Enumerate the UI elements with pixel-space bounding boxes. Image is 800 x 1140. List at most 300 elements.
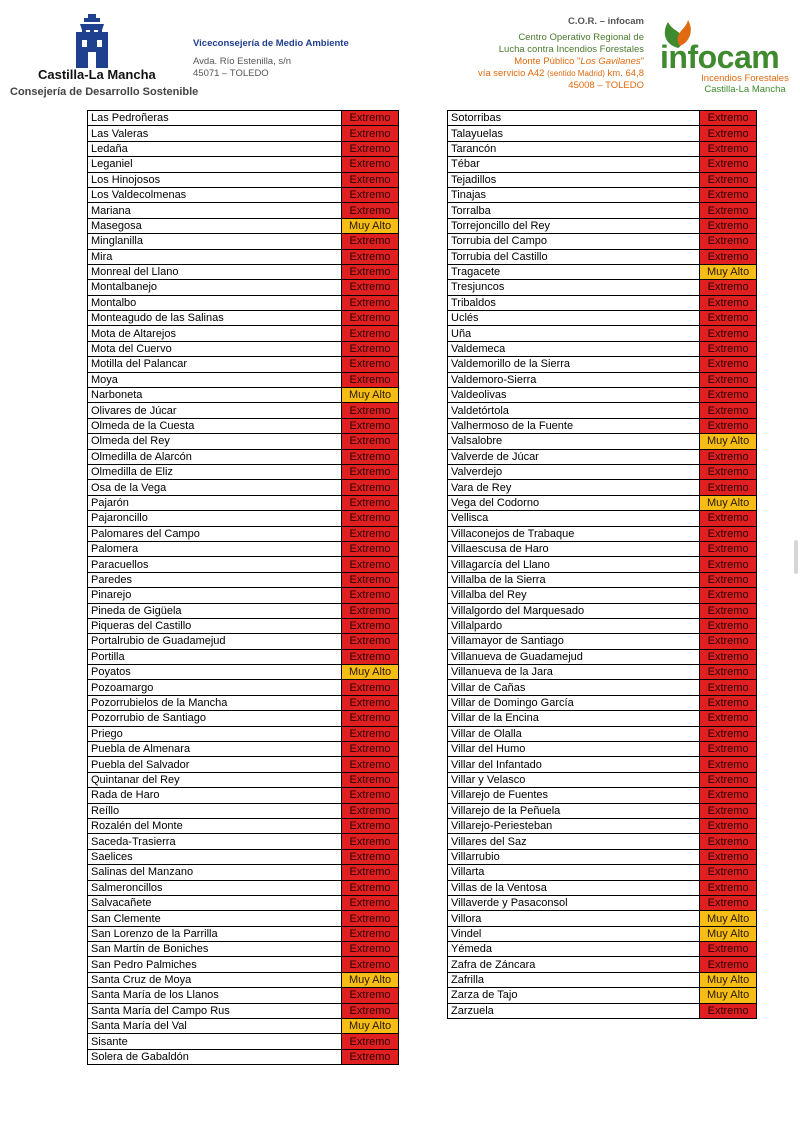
table-row: [88, 818, 399, 833]
risk-level-badge: Extremo: [342, 618, 399, 633]
risk-level-badge: Extremo: [342, 649, 399, 664]
municipality-name: Pajarón: [88, 495, 342, 510]
table-row: [448, 711, 757, 726]
municipality-name: Olmeda del Rey: [88, 434, 342, 449]
municipality-name: Villanueva de Guadamejud: [448, 649, 700, 664]
table-row: [88, 634, 399, 649]
table-row: [448, 341, 757, 356]
table-row: [448, 818, 757, 833]
table-row: [88, 326, 399, 341]
table-row: [88, 111, 399, 126]
risk-level-badge: Extremo: [342, 680, 399, 695]
table-row: [448, 788, 757, 803]
municipality-name: Tinajas: [448, 187, 700, 202]
cor-line4c: km. 64,8: [604, 68, 644, 79]
table-row: [448, 849, 757, 864]
risk-level-badge: Extremo: [700, 649, 757, 664]
risk-level-badge: Extremo: [342, 464, 399, 479]
table-row: [88, 957, 399, 972]
table-row: [448, 126, 757, 141]
municipality-name: Santa Cruz de Moya: [88, 972, 342, 987]
municipality-name: Zarzuela: [448, 1003, 700, 1018]
municipality-name: Pineda de Gigüela: [88, 603, 342, 618]
municipality-name: Mariana: [88, 203, 342, 218]
risk-level-badge: Muy Alto: [700, 911, 757, 926]
municipality-name: Vega del Codorno: [448, 495, 700, 510]
municipality-name: Villarta: [448, 865, 700, 880]
municipality-name: Villar del Infantado: [448, 757, 700, 772]
municipality-name: Villarejo de la Peñuela: [448, 803, 700, 818]
municipality-name: Minglanilla: [88, 234, 342, 249]
table-row: [448, 557, 757, 572]
municipality-name: Villarrubio: [448, 849, 700, 864]
cor-line4: [478, 68, 644, 80]
table-row: [88, 603, 399, 618]
table-row: [88, 572, 399, 587]
table-row: [88, 449, 399, 464]
municipality-name: Mota del Cuervo: [88, 341, 342, 356]
table-row: [448, 726, 757, 741]
risk-level-badge: Extremo: [342, 234, 399, 249]
table-row: [88, 218, 399, 233]
municipality-name: Villar de Olalla: [448, 726, 700, 741]
table-row: [88, 480, 399, 495]
jccm-name: Castilla-La Mancha: [38, 67, 156, 82]
risk-level-badge: Extremo: [700, 742, 757, 757]
municipality-name: Torrubia del Castillo: [448, 249, 700, 264]
table-row: [88, 388, 399, 403]
municipality-name: Masegosa: [88, 218, 342, 233]
municipality-name: Olivares de Júcar: [88, 403, 342, 418]
table-row: [448, 357, 757, 372]
table-row: [448, 972, 757, 987]
table-row: [88, 495, 399, 510]
risk-level-badge: Extremo: [700, 865, 757, 880]
municipality-name: Leganiel: [88, 157, 342, 172]
table-row: [448, 295, 757, 310]
municipality-name: Villamayor de Santiago: [448, 634, 700, 649]
municipality-name: San Pedro Palmiches: [88, 957, 342, 972]
table-row: [448, 511, 757, 526]
risk-level-badge: Extremo: [342, 449, 399, 464]
municipality-name: Villalba de la Sierra: [448, 572, 700, 587]
municipality-name: Paracuellos: [88, 557, 342, 572]
municipality-name: Saceda-Trasierra: [88, 834, 342, 849]
vice-address-line1: Avda. Río Estenilla, s/n: [193, 56, 292, 67]
municipality-name: Santa María del Campo Rus: [88, 1003, 342, 1018]
table-row: [88, 680, 399, 695]
risk-level-badge: Extremo: [342, 203, 399, 218]
risk-level-badge: Extremo: [700, 726, 757, 741]
table-row: [88, 742, 399, 757]
municipality-name: Villar de la Encina: [448, 711, 700, 726]
municipality-name: Palomera: [88, 541, 342, 556]
table-row: [88, 418, 399, 433]
municipality-name: Portalrubio de Guadamejud: [88, 634, 342, 649]
risk-level-badge: Extremo: [700, 942, 757, 957]
municipality-name: Villagarcía del Llano: [448, 557, 700, 572]
municipality-name: Talayuelas: [448, 126, 700, 141]
table-row: [448, 541, 757, 556]
risk-level-badge: Extremo: [700, 541, 757, 556]
risk-level-badge: Extremo: [342, 588, 399, 603]
risk-level-badge: Extremo: [342, 726, 399, 741]
table-row: [448, 988, 757, 1003]
table-row: [88, 988, 399, 1003]
risk-level-badge: Extremo: [700, 372, 757, 387]
municipality-name: Vellisca: [448, 511, 700, 526]
table-row: [448, 264, 757, 279]
table-row: [88, 557, 399, 572]
table-row: [88, 295, 399, 310]
risk-level-badge: Extremo: [700, 711, 757, 726]
municipality-name: Los Valdecolmenas: [88, 187, 342, 202]
table-row: [448, 311, 757, 326]
municipality-name: Villalgordo del Marquesado: [448, 603, 700, 618]
table-row: [88, 588, 399, 603]
risk-level-badge: Extremo: [700, 480, 757, 495]
risk-level-badge: Extremo: [342, 803, 399, 818]
risk-level-badge: Extremo: [342, 634, 399, 649]
municipality-name: Valdemeca: [448, 341, 700, 356]
municipality-name: Valverde de Júcar: [448, 449, 700, 464]
municipality-name: Paredes: [88, 572, 342, 587]
municipality-name: Torrejoncillo del Rey: [448, 218, 700, 233]
risk-level-badge: Extremo: [342, 926, 399, 941]
risk-level-badge: Muy Alto: [700, 988, 757, 1003]
municipality-name: Priego: [88, 726, 342, 741]
municipality-name: Pozorrubielos de la Mancha: [88, 695, 342, 710]
cor-title: C.O.R. – infocam: [567, 16, 644, 27]
viceconsejeria-block: [193, 38, 349, 80]
risk-level-badge: Extremo: [342, 157, 399, 172]
document-header: [0, 0, 800, 108]
table-row: [88, 849, 399, 864]
risk-level-badge: Extremo: [342, 711, 399, 726]
table-row: [448, 480, 757, 495]
municipality-name: Valsalobre: [448, 434, 700, 449]
table-row: [88, 1049, 399, 1064]
table-row: [448, 1003, 757, 1018]
municipality-name: Ledaña: [88, 141, 342, 156]
municipality-name: Tresjuncos: [448, 280, 700, 295]
table-row: [88, 865, 399, 880]
table-row: [88, 695, 399, 710]
municipality-name: Reíllo: [88, 803, 342, 818]
municipality-name: Villaverde y Pasaconsol: [448, 895, 700, 910]
table-row: [448, 649, 757, 664]
cor-block: [478, 16, 644, 92]
risk-level-badge: Muy Alto: [700, 434, 757, 449]
municipality-name: Portilla: [88, 649, 342, 664]
municipality-name: Piqueras del Castillo: [88, 618, 342, 633]
municipality-name: Quintanar del Rey: [88, 772, 342, 787]
table-row: [448, 434, 757, 449]
table-row: [88, 911, 399, 926]
table-row: [88, 788, 399, 803]
table-row: [448, 280, 757, 295]
table-row: [448, 572, 757, 587]
risk-level-badge: Extremo: [700, 280, 757, 295]
risk-level-badge: Extremo: [342, 311, 399, 326]
municipality-name: Montalbo: [88, 295, 342, 310]
table-row: [448, 203, 757, 218]
table-row: [448, 111, 757, 126]
municipality-name: Tragacete: [448, 264, 700, 279]
risk-level-badge: Extremo: [342, 1034, 399, 1049]
risk-level-badge: Muy Alto: [700, 264, 757, 279]
cor-line4a: vía servicio A42: [477, 68, 548, 79]
table-row: [448, 187, 757, 202]
municipality-name: Valdeolivas: [448, 388, 700, 403]
table-row: [88, 249, 399, 264]
risk-level-badge: Extremo: [342, 126, 399, 141]
municipality-name: Yémeda: [448, 942, 700, 957]
risk-level-badge: Extremo: [700, 141, 757, 156]
municipality-name: Valdemorillo de la Sierra: [448, 357, 700, 372]
risk-level-badge: Extremo: [342, 141, 399, 156]
municipality-name: Las Valeras: [88, 126, 342, 141]
risk-level-badge: Extremo: [342, 526, 399, 541]
risk-level-badge: Extremo: [342, 341, 399, 356]
risk-level-badge: Extremo: [700, 249, 757, 264]
municipality-name: Zarza de Tajo: [448, 988, 700, 1003]
risk-level-badge: Extremo: [700, 772, 757, 787]
table-row: [448, 880, 757, 895]
municipality-name: Valverdejo: [448, 464, 700, 479]
risk-level-badge: Extremo: [342, 434, 399, 449]
risk-level-badge: Extremo: [700, 464, 757, 479]
table-row: [88, 942, 399, 957]
table-row: [448, 218, 757, 233]
municipality-name: Rada de Haro: [88, 788, 342, 803]
table-row: [88, 403, 399, 418]
risk-level-badge: Extremo: [342, 911, 399, 926]
municipality-name: Pozoamargo: [88, 680, 342, 695]
municipality-name: Torrubia del Campo: [448, 234, 700, 249]
risk-level-badge: Extremo: [342, 572, 399, 587]
table-row: [88, 757, 399, 772]
risk-level-badge: Extremo: [700, 341, 757, 356]
table-row: [448, 742, 757, 757]
municipality-name: San Lorenzo de la Parrilla: [88, 926, 342, 941]
risk-level-badge: Extremo: [700, 695, 757, 710]
table-row: [88, 618, 399, 633]
table-row: [448, 680, 757, 695]
table-row: [88, 341, 399, 356]
risk-level-badge: Extremo: [700, 357, 757, 372]
municipality-name: Villar del Humo: [448, 742, 700, 757]
cor-line5: 45008 – TOLEDO: [568, 80, 644, 91]
municipality-name: Pozorrubio de Santiago: [88, 711, 342, 726]
table-row: [88, 880, 399, 895]
municipality-name: Villas de la Ventosa: [448, 880, 700, 895]
table-row: [448, 911, 757, 926]
table-row: [448, 834, 757, 849]
table-row: [88, 187, 399, 202]
cor-line2: Lucha contra Incendios Forestales: [498, 44, 644, 55]
risk-level-badge: Extremo: [700, 449, 757, 464]
table-row: [448, 634, 757, 649]
municipality-name: Uclés: [448, 311, 700, 326]
risk-table-right: [447, 110, 757, 1019]
risk-level-badge: Extremo: [700, 788, 757, 803]
municipality-name: Monreal del Llano: [88, 264, 342, 279]
risk-level-badge: Extremo: [342, 541, 399, 556]
cor-line3b: Los Gavilanes: [580, 56, 641, 67]
risk-level-badge: Extremo: [342, 172, 399, 187]
risk-level-badge: Extremo: [342, 772, 399, 787]
table-row: [448, 464, 757, 479]
scrollbar-thumb[interactable]: [794, 540, 798, 574]
table-row: [88, 926, 399, 941]
risk-level-badge: Extremo: [700, 311, 757, 326]
risk-level-badge: Extremo: [342, 988, 399, 1003]
cor-line1: Centro Operativo Regional de: [518, 32, 644, 43]
risk-level-badge: Extremo: [700, 803, 757, 818]
risk-level-badge: Extremo: [342, 249, 399, 264]
risk-level-badge: Extremo: [342, 818, 399, 833]
table-row: [88, 141, 399, 156]
municipality-name: Valdetórtola: [448, 403, 700, 418]
municipality-name: Villar de Domingo García: [448, 695, 700, 710]
risk-level-badge: Muy Alto: [342, 972, 399, 987]
table-row: [88, 511, 399, 526]
table-row: [448, 757, 757, 772]
risk-level-badge: Extremo: [342, 295, 399, 310]
table-row: [448, 141, 757, 156]
municipality-name: Olmedilla de Alarcón: [88, 449, 342, 464]
municipality-name: Villar y Velasco: [448, 772, 700, 787]
risk-level-badge: Extremo: [700, 957, 757, 972]
infocam-subtitle: [700, 73, 790, 95]
table-row: [88, 711, 399, 726]
risk-level-badge: Extremo: [700, 1003, 757, 1018]
municipality-name: Salmeroncillos: [88, 880, 342, 895]
municipality-name: Poyatos: [88, 665, 342, 680]
risk-level-badge: Extremo: [342, 357, 399, 372]
table-row: [88, 234, 399, 249]
table-row: [88, 434, 399, 449]
municipality-name: Tébar: [448, 157, 700, 172]
cor-line3a: Monte Público ": [514, 56, 581, 67]
municipality-name: Villanueva de la Jara: [448, 665, 700, 680]
table-row: [88, 172, 399, 187]
municipality-name: Uña: [448, 326, 700, 341]
risk-level-badge: Extremo: [700, 234, 757, 249]
risk-level-badge: Extremo: [700, 526, 757, 541]
table-row: [448, 403, 757, 418]
table-row: [448, 388, 757, 403]
table-row: [448, 234, 757, 249]
table-row: [88, 311, 399, 326]
risk-level-badge: Extremo: [342, 865, 399, 880]
risk-level-badge: Extremo: [700, 187, 757, 202]
risk-level-badge: Extremo: [342, 495, 399, 510]
risk-level-badge: Extremo: [342, 788, 399, 803]
table-row: [88, 1019, 399, 1034]
municipality-name: Los Hinojosos: [88, 172, 342, 187]
municipality-name: Villarejo de Fuentes: [448, 788, 700, 803]
table-row: [448, 157, 757, 172]
municipality-name: Sisante: [88, 1034, 342, 1049]
municipality-name: Mota de Altarejos: [88, 326, 342, 341]
risk-level-badge: Extremo: [700, 634, 757, 649]
table-row: [88, 649, 399, 664]
table-row: [448, 772, 757, 787]
municipality-name: Saelices: [88, 849, 342, 864]
municipality-name: Sotorribas: [448, 111, 700, 126]
municipality-name: Villaconejos de Trabaque: [448, 526, 700, 541]
castilla-la-mancha-crest-icon: [62, 12, 122, 72]
risk-level-badge: Extremo: [700, 203, 757, 218]
risk-level-badge: Extremo: [342, 603, 399, 618]
risk-level-badge: Extremo: [342, 372, 399, 387]
risk-level-badge: Extremo: [700, 849, 757, 864]
table-row: [88, 803, 399, 818]
risk-level-badge: Extremo: [342, 895, 399, 910]
table-row: [448, 618, 757, 633]
table-row: [448, 942, 757, 957]
risk-table-left: [87, 110, 399, 1065]
risk-level-badge: Muy Alto: [342, 218, 399, 233]
risk-level-badge: Extremo: [342, 1049, 399, 1064]
table-row: [448, 603, 757, 618]
risk-level-badge: Extremo: [700, 757, 757, 772]
risk-level-badge: Extremo: [342, 264, 399, 279]
risk-level-badge: Extremo: [700, 157, 757, 172]
risk-level-badge: Muy Alto: [700, 926, 757, 941]
municipality-name: Zafrilla: [448, 972, 700, 987]
table-row: [448, 957, 757, 972]
risk-level-badge: Extremo: [342, 280, 399, 295]
table-row: [448, 803, 757, 818]
risk-level-badge: Muy Alto: [342, 665, 399, 680]
municipality-name: Pinarejo: [88, 588, 342, 603]
municipality-name: Villaescusa de Haro: [448, 541, 700, 556]
risk-level-badge: Extremo: [342, 326, 399, 341]
table-row: [448, 895, 757, 910]
municipality-name: Tribaldos: [448, 295, 700, 310]
risk-level-badge: Extremo: [342, 880, 399, 895]
risk-level-badge: Extremo: [700, 126, 757, 141]
risk-level-badge: Extremo: [700, 834, 757, 849]
table-row: [88, 157, 399, 172]
risk-level-badge: Extremo: [700, 403, 757, 418]
risk-level-badge: Extremo: [342, 834, 399, 849]
table-row: [448, 588, 757, 603]
risk-level-badge: Extremo: [700, 603, 757, 618]
municipality-name: Torralba: [448, 203, 700, 218]
municipality-name: Las Pedroñeras: [88, 111, 342, 126]
risk-level-badge: Extremo: [700, 665, 757, 680]
infocam-sub2: Castilla-La Mancha: [704, 84, 786, 95]
risk-level-badge: Extremo: [700, 218, 757, 233]
risk-level-badge: Extremo: [700, 418, 757, 433]
risk-level-badge: Extremo: [342, 757, 399, 772]
table-row: [88, 526, 399, 541]
risk-level-badge: Extremo: [700, 295, 757, 310]
municipality-name: Montalbanejo: [88, 280, 342, 295]
table-row: [88, 203, 399, 218]
municipality-name: Zafra de Záncara: [448, 957, 700, 972]
infocam-wordmark: infocam: [660, 39, 780, 75]
table-row: [448, 249, 757, 264]
risk-level-badge: Muy Alto: [342, 388, 399, 403]
risk-level-badge: Extremo: [700, 588, 757, 603]
table-row: [88, 895, 399, 910]
municipality-name: Salinas del Manzano: [88, 865, 342, 880]
